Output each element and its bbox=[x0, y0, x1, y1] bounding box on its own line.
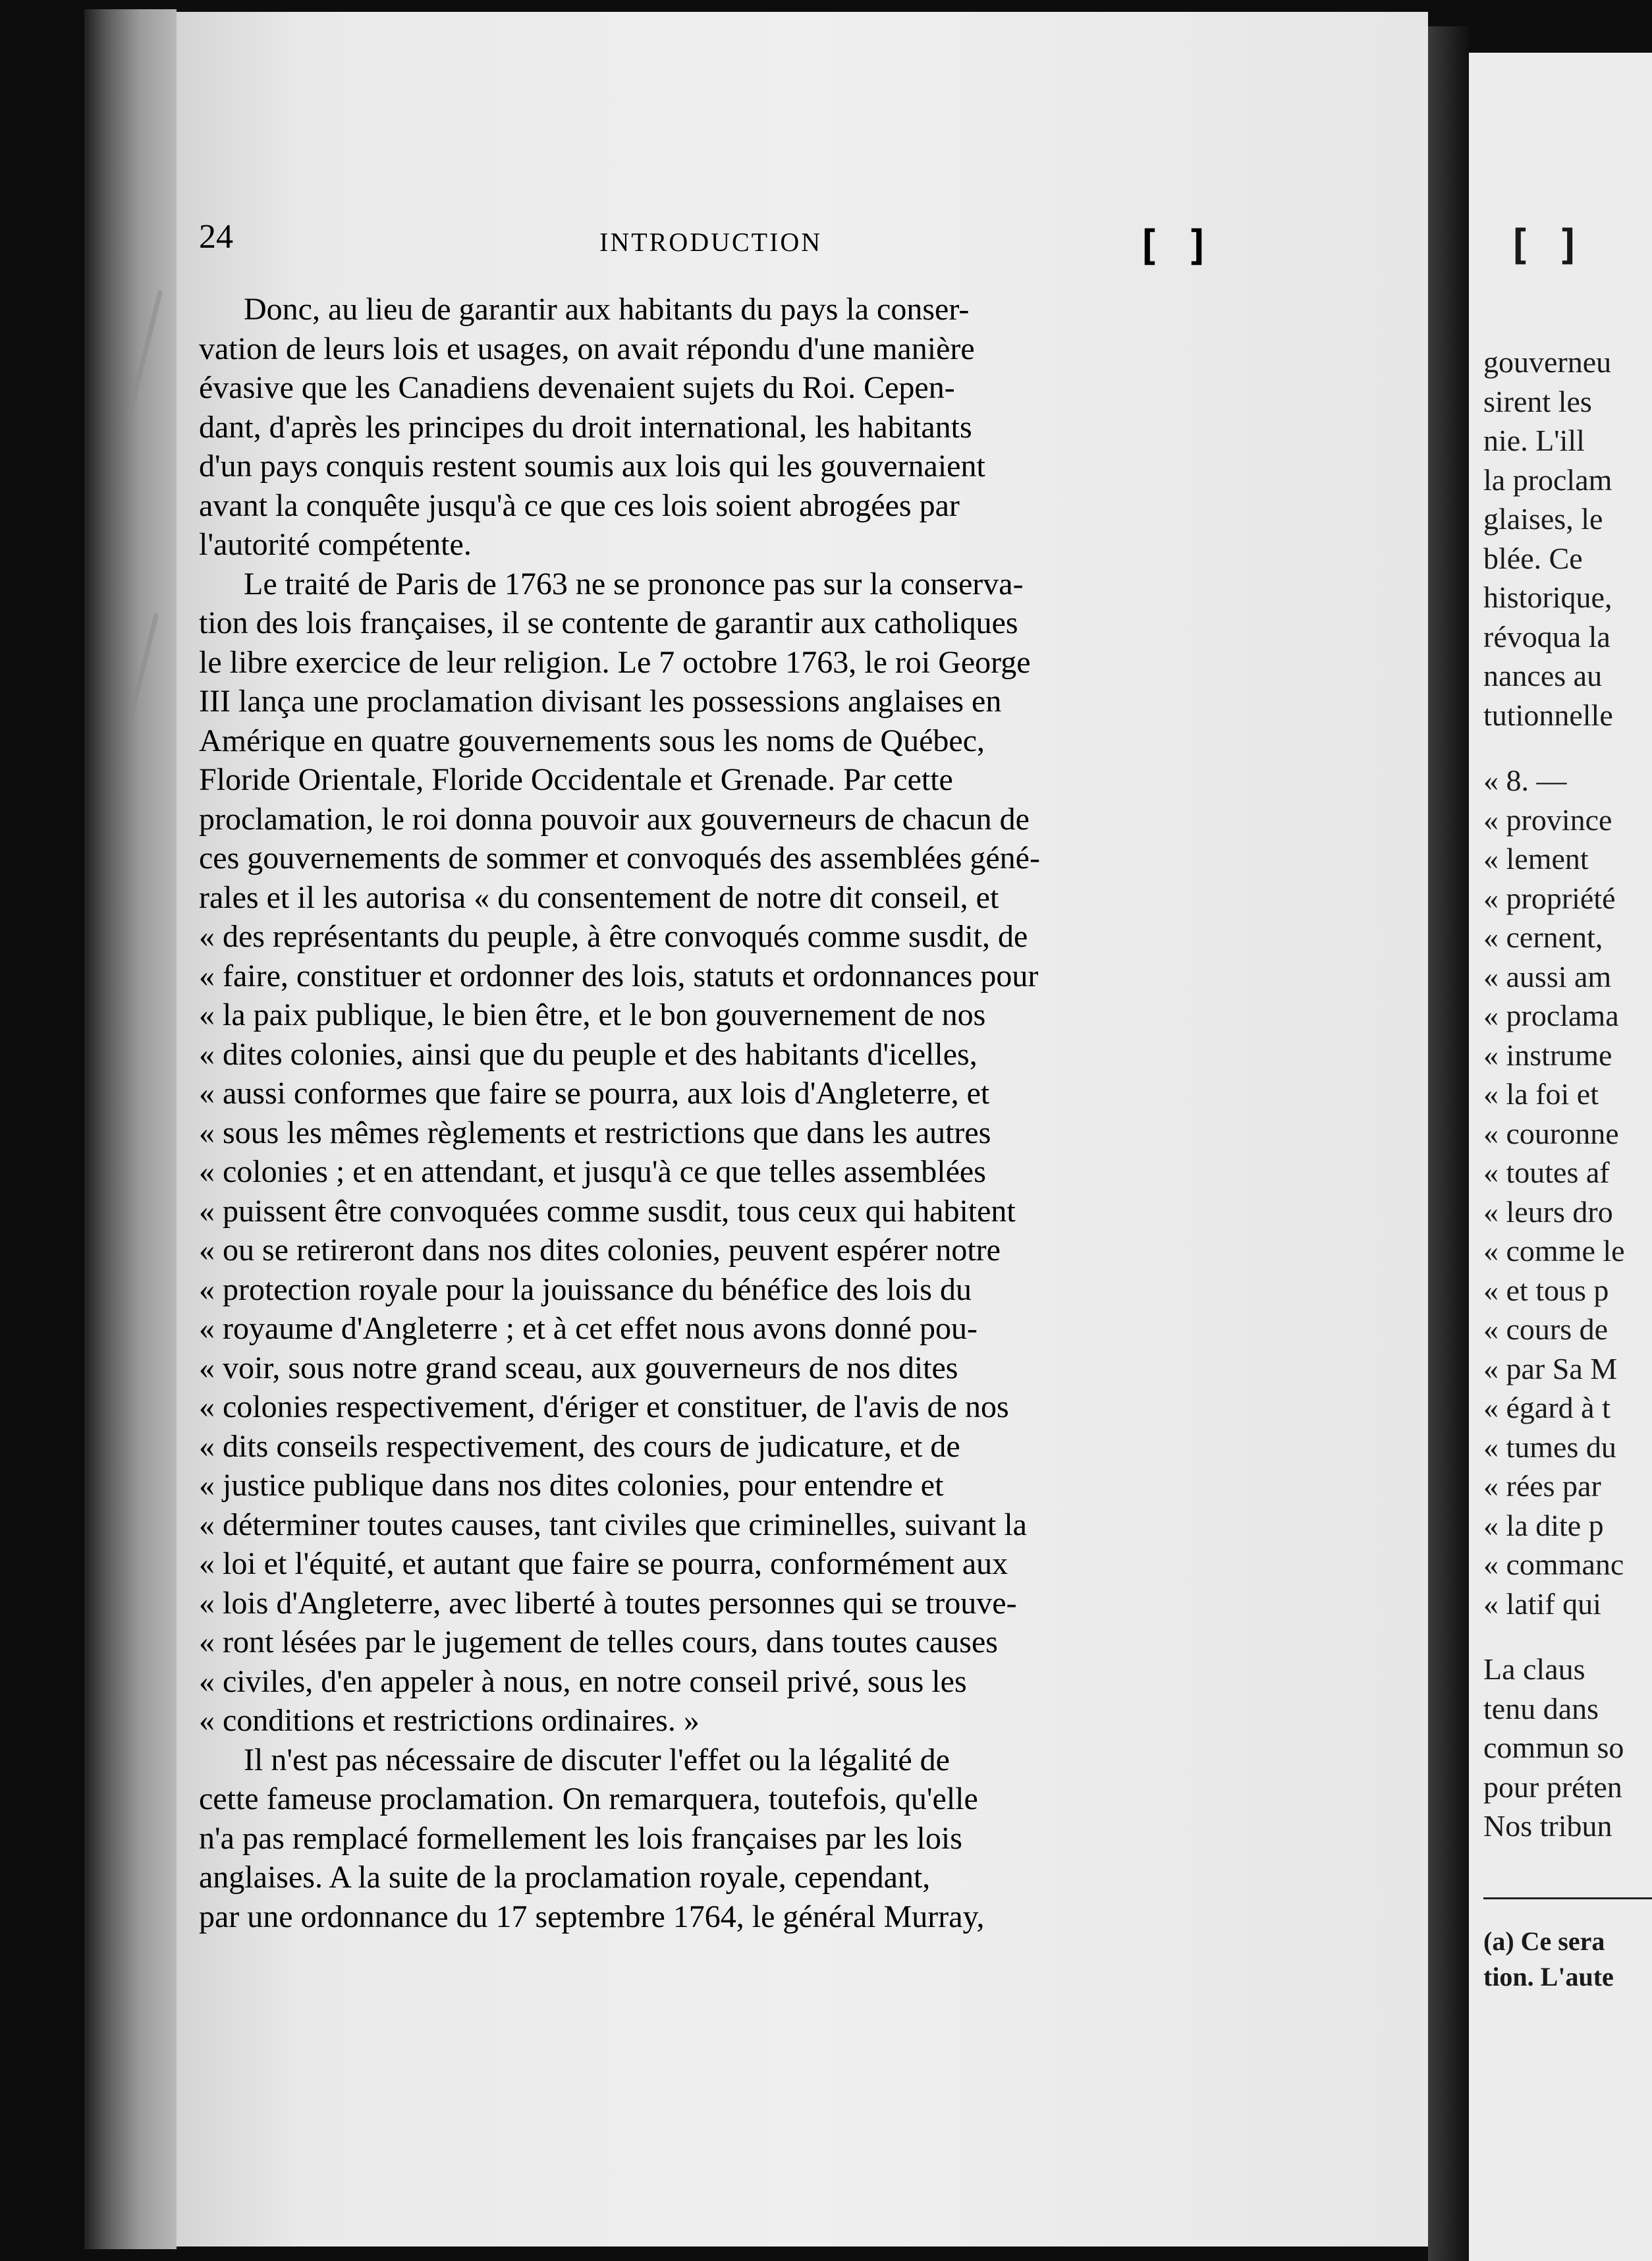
text-line: vation de leurs lois et usages, on avait répondu d'une manière bbox=[199, 331, 975, 366]
text-line: « leurs dro bbox=[1483, 1194, 1613, 1229]
text-line: blée. Ce bbox=[1483, 541, 1583, 575]
bracket-mark: [ ] bbox=[1136, 221, 1210, 269]
text-line: n'a pas remplacé formellement les lois françaises par les lois bbox=[199, 1820, 962, 1856]
text-line: « faire, constituer et ordonner des lois, statuts et ordonnances pour bbox=[199, 958, 1039, 993]
text-line: « proclama bbox=[1483, 999, 1619, 1032]
footnote bbox=[1483, 1924, 1614, 1995]
text-line: « aussi am bbox=[1483, 959, 1612, 993]
text-line: « la paix publique, le bien être, et le bon gouvernement de nos bbox=[199, 997, 986, 1032]
text-line: glaises, le bbox=[1483, 502, 1603, 536]
page-gutter bbox=[1428, 26, 1469, 2261]
text-line: III lança une proclamation divisant les possessions anglaises en bbox=[199, 684, 1002, 719]
text-line: l'autorité compétente. bbox=[199, 527, 472, 562]
text-line: nie. L'ill bbox=[1483, 424, 1585, 457]
text-line: « puissent être convoquées comme susdit, tous ceux qui habitent bbox=[199, 1193, 1016, 1229]
text-line: « conditions et restrictions ordinaires. » bbox=[199, 1703, 700, 1738]
text-line: « ront lésées par le jugement de telles cours, dans toutes causes bbox=[199, 1625, 998, 1660]
footnote-rule bbox=[1483, 1897, 1652, 1899]
bracket-mark: [ ] bbox=[1507, 221, 1581, 269]
text-line: « égard à t bbox=[1483, 1391, 1611, 1424]
page-header bbox=[0, 217, 1652, 270]
text-line: avant la conquête jusqu'à ce que ces lois soient abrogées par bbox=[199, 488, 960, 523]
text-line: « cernent, bbox=[1483, 920, 1603, 954]
text-line: proclamation, le roi donna pouvoir aux gouverneurs de chacun de bbox=[199, 801, 1030, 837]
text-line: Le traité de Paris de 1763 ne se prononce pas sur la conserva- bbox=[244, 566, 1024, 601]
text-line: ces gouvernements de sommer et convoqués des assemblées géné- bbox=[199, 841, 1040, 876]
text-line: « rées par bbox=[1483, 1469, 1601, 1503]
text-line: tutionnelle bbox=[1483, 698, 1613, 732]
text-line: « latif qui bbox=[1483, 1586, 1601, 1621]
page-number: 24 bbox=[199, 218, 233, 256]
text-line: cette fameuse proclamation. On remarquera, toutefois, qu'elle bbox=[199, 1781, 978, 1816]
text-line: « sous les mêmes règlements et restrictions que dans les autres bbox=[199, 1115, 991, 1150]
text-line: tion des lois françaises, il se contente de garantir aux catholiques bbox=[199, 605, 1018, 640]
text-line: « aussi conformes que faire se pourra, aux lois d'Angleterre, et bbox=[199, 1076, 990, 1111]
text-line: pour préten bbox=[1483, 1770, 1622, 1804]
text-line: « dites colonies, ainsi que du peuple et des habitants d'icelles, bbox=[199, 1036, 977, 1072]
right-page-text bbox=[1483, 343, 1652, 1846]
text-line: « dits conseils respectivement, des cours de judicature, et de bbox=[199, 1428, 960, 1464]
text-line: tenu dans bbox=[1483, 1691, 1599, 1725]
text-line: « par Sa M bbox=[1483, 1351, 1618, 1385]
body-text bbox=[199, 290, 1385, 1936]
text-line: « ou se retireront dans nos dites colonies, peuvent espérer notre bbox=[199, 1233, 1001, 1268]
text-line: « province bbox=[1483, 802, 1612, 837]
text-line: « instrume bbox=[1483, 1038, 1612, 1072]
text-line: « la foi et bbox=[1483, 1077, 1599, 1111]
right-page bbox=[1469, 53, 1652, 2261]
text-line: historique, bbox=[1483, 580, 1612, 614]
text-line: « royaume d'Angleterre ; et à cet effet nous avons donné pou- bbox=[199, 1311, 978, 1346]
text-line: « la dite p bbox=[1483, 1508, 1604, 1542]
text-line: rales et il les autorisa « du consentement de notre dit conseil, et bbox=[199, 879, 999, 915]
text-line: « lois d'Angleterre, avec liberté à toutes personnes qui se trouve- bbox=[199, 1585, 1017, 1621]
text-line: révoqua la bbox=[1483, 619, 1611, 654]
text-line: sirent les bbox=[1483, 384, 1592, 418]
text-line: « colonies respectivement, d'ériger et constituer, de l'avis de nos bbox=[199, 1389, 1009, 1424]
footnote-line: (a) Ce sera bbox=[1483, 1926, 1605, 1956]
text-line: Floride Orientale, Floride Occidentale et Grenade. Par cette bbox=[199, 762, 953, 797]
text-line: la proclam bbox=[1483, 462, 1612, 497]
text-line: le libre exercice de leur religion. Le 7 octobre 1763, le roi George bbox=[199, 644, 1031, 680]
paragraph-gap bbox=[1483, 1623, 1652, 1650]
text-line: La claus bbox=[1483, 1652, 1585, 1686]
text-line: « commanc bbox=[1483, 1548, 1624, 1581]
text-line: « voir, sous notre grand sceau, aux gouverneurs de nos dites bbox=[199, 1350, 958, 1385]
text-line: « lement bbox=[1483, 842, 1589, 876]
text-line: anglaises. A la suite de la proclamation royale, cependant, bbox=[199, 1860, 931, 1895]
text-line: « protection royale pour la jouissance du bénéfice des lois du bbox=[199, 1271, 972, 1307]
text-line: dant, d'après les principes du droit international, les habitants bbox=[199, 409, 972, 445]
text-line: Donc, au lieu de garantir aux habitants du pays la conser- bbox=[244, 292, 970, 327]
text-line: « comme le bbox=[1483, 1234, 1625, 1268]
text-line: Nos tribun bbox=[1483, 1809, 1612, 1843]
text-line: « 8. — bbox=[1483, 764, 1567, 797]
paragraph-gap bbox=[1483, 735, 1652, 761]
text-line: gouverneu bbox=[1483, 345, 1612, 379]
book-binding bbox=[84, 9, 177, 2249]
text-line: « civiles, d'en appeler à nous, en notre conseil privé, sous les bbox=[199, 1663, 967, 1699]
text-line: « déterminer toutes causes, tant civiles que criminelles, suivant la bbox=[199, 1507, 1027, 1542]
text-line: « cours de bbox=[1483, 1312, 1609, 1346]
text-line: « loi et l'équité, et autant que faire se pourra, conformément aux bbox=[199, 1546, 1008, 1581]
text-line: évasive que les Canadiens devenaient sujets du Roi. Cepen- bbox=[199, 370, 955, 405]
footnote-line: tion. L'aute bbox=[1483, 1962, 1614, 1992]
text-line: « justice publique dans nos dites colonies, pour entendre et bbox=[199, 1468, 944, 1503]
running-head: INTRODUCTION bbox=[599, 227, 823, 257]
text-line: « colonies ; et en attendant, et jusqu'à ce que telles assemblées bbox=[199, 1154, 986, 1189]
text-line: « toutes af bbox=[1483, 1156, 1610, 1189]
text-line: d'un pays conquis restent soumis aux lois qui les gouvernaient bbox=[199, 449, 985, 484]
text-line: Il n'est pas nécessaire de discuter l'effet ou la légalité de bbox=[244, 1742, 950, 1777]
text-line: « propriété bbox=[1483, 881, 1616, 915]
text-line: par une ordonnance du 17 septembre 1764, le général Murray, bbox=[199, 1899, 985, 1934]
text-line: Amérique en quatre gouvernements sous les noms de Québec, bbox=[199, 723, 985, 758]
text-line: « des représentants du peuple, à être convoqués comme susdit, de bbox=[199, 919, 1028, 954]
text-line: « tumes du bbox=[1483, 1430, 1616, 1464]
text-line: commun so bbox=[1483, 1731, 1624, 1764]
text-line: « et tous p bbox=[1483, 1273, 1609, 1307]
text-line: nances au bbox=[1483, 659, 1603, 692]
text-line: « couronne bbox=[1483, 1116, 1619, 1150]
